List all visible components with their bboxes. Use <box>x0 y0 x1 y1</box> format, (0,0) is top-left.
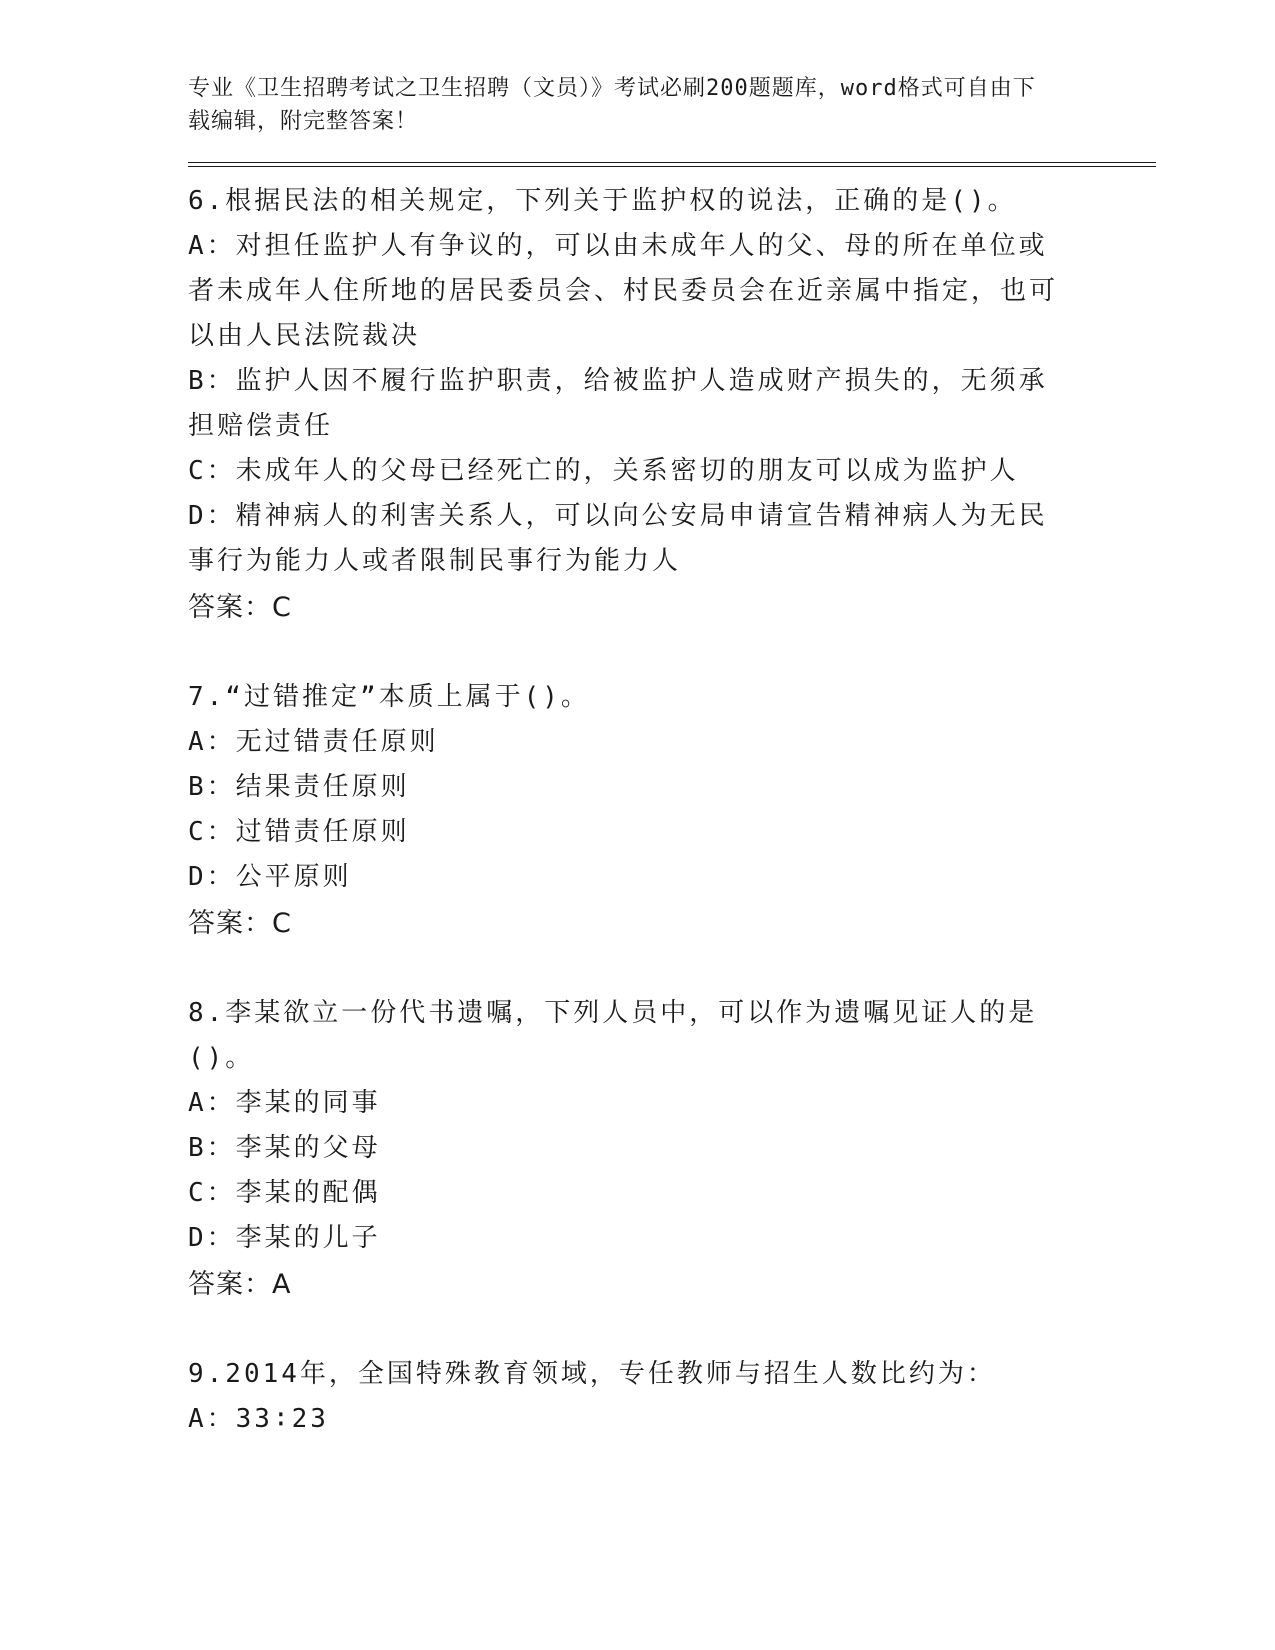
answer-line: 答案：C <box>188 908 292 939</box>
option-d: D：公平原则 <box>188 862 352 892</box>
question-stem: 8.李某欲立一份代书遗嘱，下列人员中，可以作为遗嘱见证人的是()。 <box>188 998 1038 1073</box>
question-stem: 9.2014年，全国特殊教育领域，专任教师与招生人数比约为： <box>188 1359 996 1389</box>
option-a: A：无过错责任原则 <box>188 727 439 757</box>
question-stem: 6.根据民法的相关规定，下列关于监护权的说法，正确的是()。 <box>188 186 1017 216</box>
option-c: C：李某的配偶 <box>188 1178 381 1208</box>
option-a: A：33∶23 <box>188 1404 329 1434</box>
question-7 <box>188 675 1088 947</box>
option-d: D：李某的儿子 <box>188 1223 381 1253</box>
option-a: A：李某的同事 <box>188 1088 381 1118</box>
question-list <box>188 179 1088 1442</box>
option-c: C：过错责任原则 <box>188 817 410 847</box>
document-page <box>188 72 1088 1486</box>
option-a: A：对担任监护人有争议的，可以由未成年人的父、母的所在单位或者未成年人住所地的居民委员会、村民委员会在近亲属中指定，也可以由人民法院裁决 <box>188 231 1059 351</box>
header-divider <box>188 162 1156 167</box>
question-8 <box>188 991 1088 1308</box>
question-6 <box>188 179 1088 631</box>
document-header: 专业《卫生招聘考试之卫生招聘（文员）》考试必刷200题题库，word格式可自由下载编辑，附完整答案！ <box>188 76 1036 134</box>
option-b: B：监护人因不履行监护职责，给被监护人造成财产损失的，无须承担赔偿责任 <box>188 366 1048 441</box>
question-9 <box>188 1352 1088 1442</box>
answer-line: 答案：A <box>188 1269 292 1300</box>
question-stem: 7.“过错推定”本质上属于()。 <box>188 682 590 712</box>
option-c: C：未成年人的父母已经死亡的，关系密切的朋友可以成为监护人 <box>188 456 1019 486</box>
option-b: B：结果责任原则 <box>188 772 410 802</box>
option-b: B：李某的父母 <box>188 1133 381 1163</box>
answer-line: 答案：C <box>188 592 292 623</box>
option-d: D：精神病人的利害关系人，可以向公安局申请宣告精神病人为无民事行为能力人或者限制民事行为能力人 <box>188 501 1048 576</box>
